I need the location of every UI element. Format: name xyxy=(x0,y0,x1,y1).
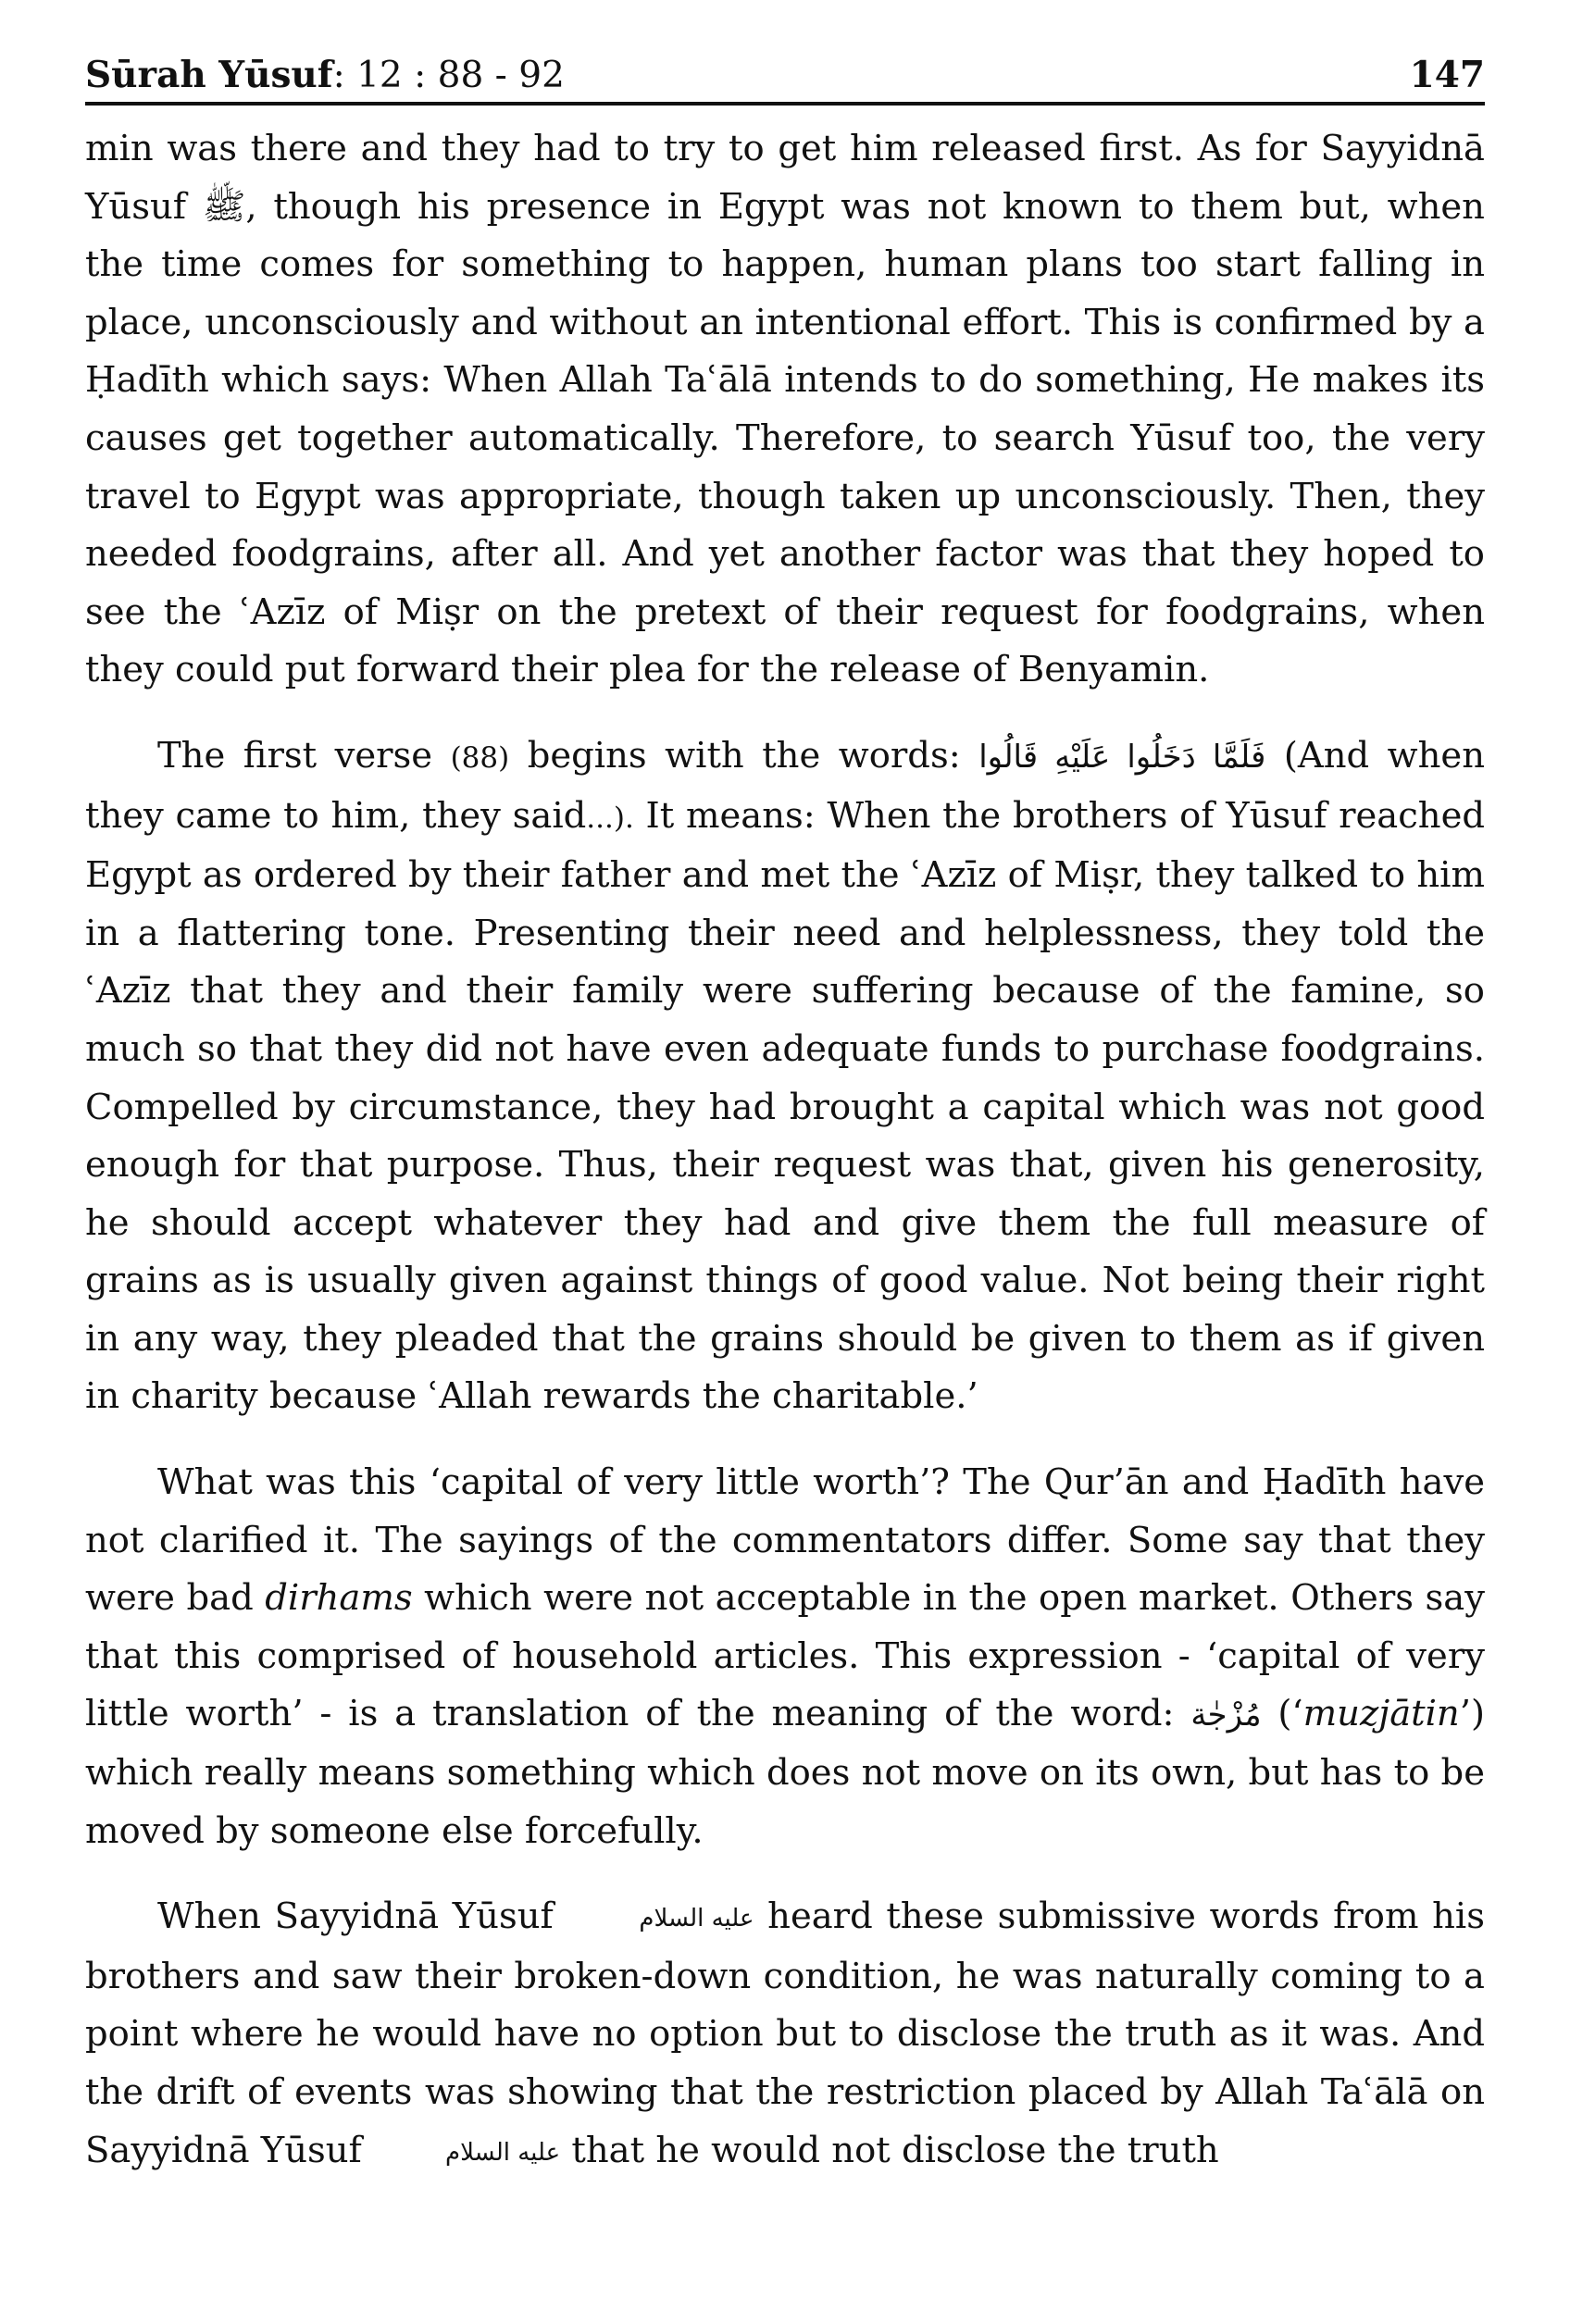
italic-transliteration: muzjātin xyxy=(1302,1693,1460,1735)
honorific-seal-icon: عليه السلام xyxy=(639,1905,754,1933)
paragraph-4: When Sayyidnā Yūsuf عليه السلام heard these submissive words from his brothers and saw their broken-down condition, he was naturally coming to a point where he would have no option but to disclose the truth as it was. And the drift of events was showing that the restriction placed by Allah Taʿālā on Sayyidnā Yūsuf عليه السلام that he would not disclose the truth xyxy=(85,1888,1485,2181)
running-header xyxy=(85,37,1485,106)
paragraph-2: The first verse (88) begins with the words: فَلَمَّا دَخَلُوا عَلَيْهِ قَالُوا (And when they came to him, they said...). It means: When the brothers of Yūsuf reached Egypt as ordered by their father and met the ʿAzīz of Miṣr, they talked to him in a flattering tone. Presenting their need and helplessness, they told the ʿAzīz that they and their family were suffering because of the famine, so much so that they did not have even adequate funds to purchase foodgrains. Compelled by circumstance, they had brought a capital which was not good enough for that purpose. Thus, their request was that, given his generosity, he should accept whatever they had and give them the full measure of grains as is usually given against things of good value. Not being their right in any way, they pleaded that the grains should be given to them as if given in charity because ʿAllah rewards the charitable.’ xyxy=(85,734,1485,1418)
italic-term: dirhams xyxy=(265,1577,413,1620)
verse-number: (88) xyxy=(450,740,510,775)
header-title xyxy=(85,54,565,96)
body-text xyxy=(85,120,1485,2209)
paragraph-1: min was there and they had to try to get him released first. As for Sayyidnā Yūsuf ﷺ, though his presence in Egypt was not known to them but, when the time comes for something to happen, human plans too start falling in place, unconsciously and without an intentional effort. This is confirmed by a Ḥadīth which says: When Allah Taʿālā intends to do something, He makes its causes get together automatically. Therefore, to search Yūsuf too, the very travel to Egypt was appropriate, though taken up unconsciously. Then, they needed foodgrains, after all. And yet another factor was that they hoped to see the ʿAzīz of Miṣr on the pretext of their request for foodgrains, when they could put forward their plea for the release of Benyamin. xyxy=(85,128,1485,691)
paragraph-3: What was this ‘capital of very little worth’? The Qur’ān and Ḥadīth have not clarified it. The sayings of the commentators differ. Some say that they were bad dirhams which were not acceptable in the open market. Others say that this comprised of household articles. This expression - ‘capital of very little worth’ - is a translation of the meaning of the word: مُزْجٰة (‘muzjātin’) which really means something which does not move on its own, but has to be moved by someone else forcefully. xyxy=(85,1461,1485,1852)
honorific-seal-icon: عليه السلام xyxy=(445,2138,561,2167)
arabic-quote: فَلَمَّا دَخَلُوا عَلَيْهِ قَالُوا xyxy=(978,738,1266,776)
verse-reference: : 12 : 88 - 92 xyxy=(332,55,565,96)
arabic-word: مُزْجٰة xyxy=(1190,1696,1262,1734)
surah-name: Sūrah Yūsuf xyxy=(85,54,333,96)
page-number: 147 xyxy=(1409,54,1485,96)
